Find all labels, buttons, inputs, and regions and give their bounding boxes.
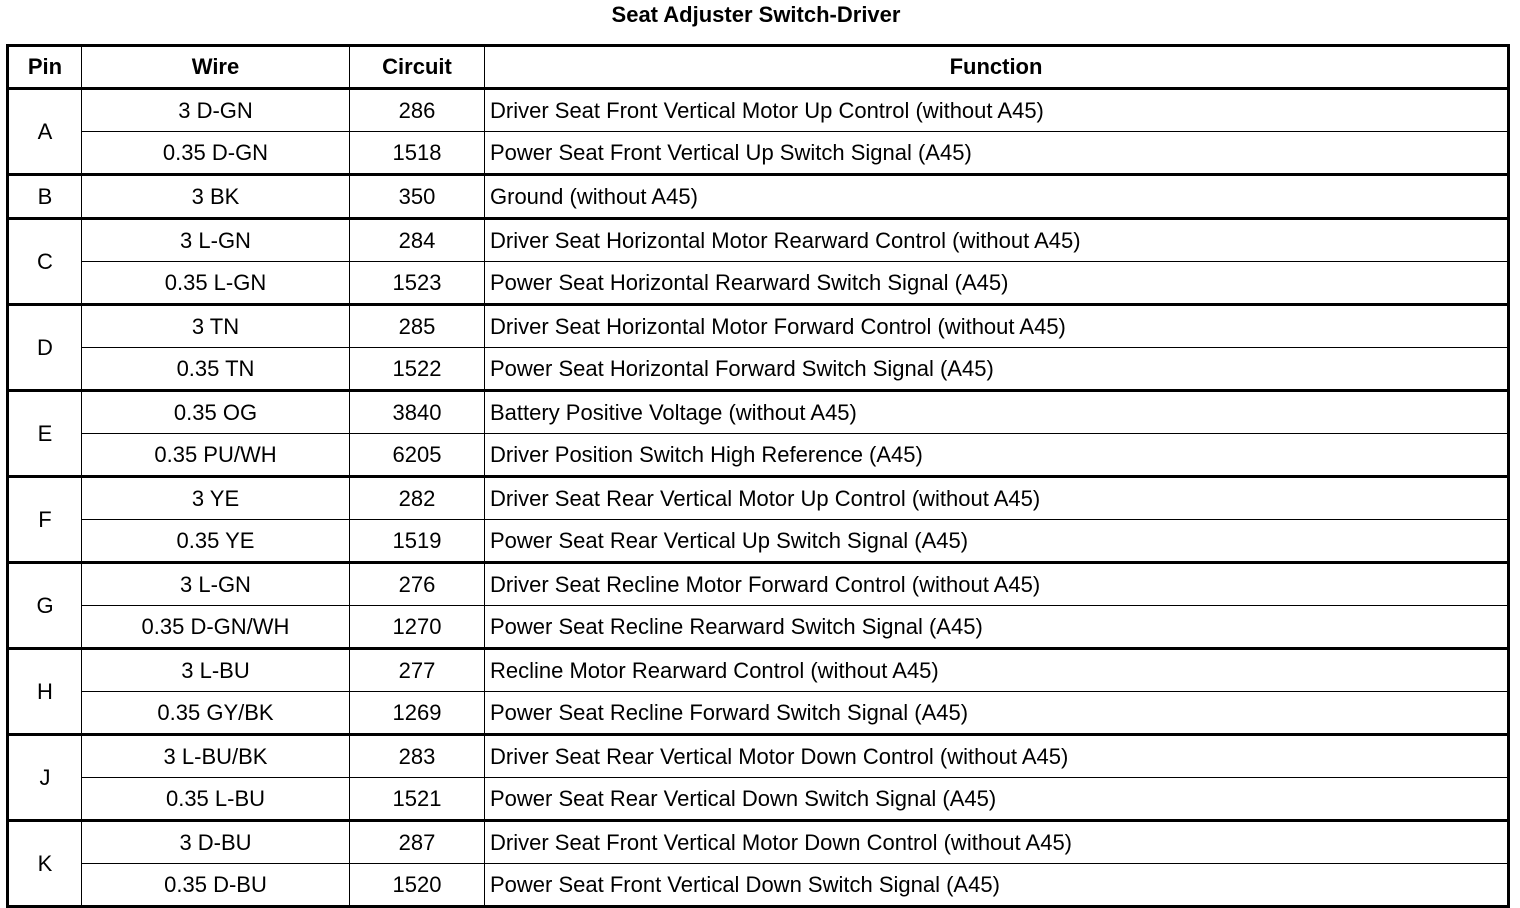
pin-cell: J — [8, 735, 82, 821]
table-row — [8, 348, 1509, 391]
table-row — [8, 563, 1509, 606]
pin-cell: F — [8, 477, 82, 563]
pinout-table — [6, 44, 1510, 908]
table-row — [8, 175, 1509, 219]
wire-cell: 0.35 D-BU — [82, 864, 350, 907]
table-title: Seat Adjuster Switch-Driver — [611, 2, 901, 27]
function-cell: Driver Position Switch High Reference (A45) — [485, 434, 1509, 477]
wire-cell: 0.35 YE — [82, 520, 350, 563]
wire-cell: 0.35 GY/BK — [82, 692, 350, 735]
table-row — [8, 778, 1509, 821]
circuit-cell: 1522 — [350, 348, 485, 391]
function-cell: Driver Seat Rear Vertical Motor Up Control (without A45) — [485, 477, 1509, 520]
circuit-cell: 1520 — [350, 864, 485, 907]
table-row — [8, 89, 1509, 132]
circuit-cell: 286 — [350, 89, 485, 132]
circuit-cell: 350 — [350, 175, 485, 219]
function-cell: Power Seat Horizontal Rearward Switch Signal (A45) — [485, 262, 1509, 305]
pin-cell: H — [8, 649, 82, 735]
wire-cell: 0.35 L-GN — [82, 262, 350, 305]
wire-cell: 0.35 TN — [82, 348, 350, 391]
wire-cell: 3 YE — [82, 477, 350, 520]
table-row — [8, 434, 1509, 477]
circuit-cell: 282 — [350, 477, 485, 520]
function-cell: Driver Seat Recline Motor Forward Control (without A45) — [485, 563, 1509, 606]
circuit-cell: 287 — [350, 821, 485, 864]
circuit-cell: 1270 — [350, 606, 485, 649]
wire-cell: 0.35 OG — [82, 391, 350, 434]
table-row — [8, 305, 1509, 348]
function-cell: Recline Motor Rearward Control (without A45) — [485, 649, 1509, 692]
function-cell: Ground (without A45) — [485, 175, 1509, 219]
circuit-cell: 277 — [350, 649, 485, 692]
wire-cell: 3 L-BU — [82, 649, 350, 692]
function-cell: Driver Seat Horizontal Motor Forward Control (without A45) — [485, 305, 1509, 348]
header-pin: Pin — [8, 46, 82, 89]
table-body — [8, 89, 1509, 907]
circuit-cell: 285 — [350, 305, 485, 348]
pin-cell: E — [8, 391, 82, 477]
pin-cell: C — [8, 219, 82, 305]
circuit-cell: 6205 — [350, 434, 485, 477]
function-cell: Driver Seat Rear Vertical Motor Down Control (without A45) — [485, 735, 1509, 778]
wire-cell: 0.35 PU/WH — [82, 434, 350, 477]
function-cell: Battery Positive Voltage (without A45) — [485, 391, 1509, 434]
circuit-cell: 1269 — [350, 692, 485, 735]
header-function: Function — [485, 46, 1509, 89]
function-cell: Driver Seat Horizontal Motor Rearward Control (without A45) — [485, 219, 1509, 262]
wire-cell: 0.35 D-GN/WH — [82, 606, 350, 649]
circuit-cell: 1518 — [350, 132, 485, 175]
pin-cell: K — [8, 821, 82, 907]
function-cell: Power Seat Recline Forward Switch Signal (A45) — [485, 692, 1509, 735]
table-row — [8, 692, 1509, 735]
circuit-cell: 1521 — [350, 778, 485, 821]
table-row — [8, 864, 1509, 907]
wire-cell: 0.35 D-GN — [82, 132, 350, 175]
table-row — [8, 132, 1509, 175]
table-row — [8, 821, 1509, 864]
table-row — [8, 520, 1509, 563]
table-row — [8, 649, 1509, 692]
pin-cell: D — [8, 305, 82, 391]
circuit-cell: 276 — [350, 563, 485, 606]
wire-cell: 3 TN — [82, 305, 350, 348]
table-row — [8, 606, 1509, 649]
wire-cell: 3 L-GN — [82, 219, 350, 262]
circuit-cell: 1519 — [350, 520, 485, 563]
wire-cell: 3 L-GN — [82, 563, 350, 606]
pin-cell: A — [8, 89, 82, 175]
header-circuit: Circuit — [350, 46, 485, 89]
function-cell: Power Seat Recline Rearward Switch Signal (A45) — [485, 606, 1509, 649]
table-row — [8, 735, 1509, 778]
function-cell: Power Seat Front Vertical Up Switch Signal (A45) — [485, 132, 1509, 175]
function-cell: Power Seat Front Vertical Down Switch Signal (A45) — [485, 864, 1509, 907]
circuit-cell: 283 — [350, 735, 485, 778]
pin-cell: B — [8, 175, 82, 219]
function-cell: Power Seat Horizontal Forward Switch Signal (A45) — [485, 348, 1509, 391]
pin-cell: G — [8, 563, 82, 649]
header-row — [8, 46, 1509, 89]
header-wire: Wire — [82, 46, 350, 89]
table-row — [8, 262, 1509, 305]
function-cell: Driver Seat Front Vertical Motor Down Control (without A45) — [485, 821, 1509, 864]
function-cell: Power Seat Rear Vertical Down Switch Signal (A45) — [485, 778, 1509, 821]
function-cell: Driver Seat Front Vertical Motor Up Control (without A45) — [485, 89, 1509, 132]
circuit-cell: 1523 — [350, 262, 485, 305]
wire-cell: 0.35 L-BU — [82, 778, 350, 821]
table-row — [8, 391, 1509, 434]
circuit-cell: 284 — [350, 219, 485, 262]
wire-cell: 3 D-BU — [82, 821, 350, 864]
table-row — [8, 477, 1509, 520]
wire-cell: 3 BK — [82, 175, 350, 219]
circuit-cell: 3840 — [350, 391, 485, 434]
wire-cell: 3 D-GN — [82, 89, 350, 132]
wire-cell: 3 L-BU/BK — [82, 735, 350, 778]
function-cell: Power Seat Rear Vertical Up Switch Signal (A45) — [485, 520, 1509, 563]
table-row — [8, 219, 1509, 262]
